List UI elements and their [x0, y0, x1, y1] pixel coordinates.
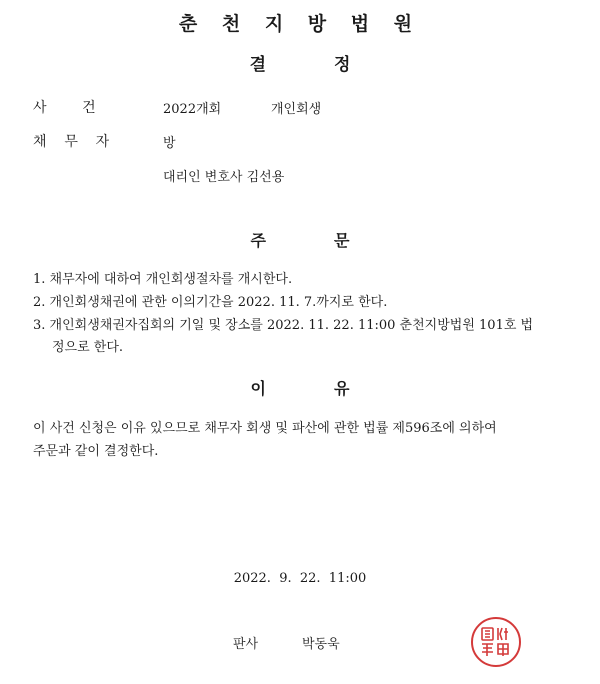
order-item-2: 2. 개인회생채권에 관한 이의기간을 2022. 11. 7.까지로 한다.	[33, 295, 388, 310]
debtor-label: 채 무 자	[33, 134, 110, 150]
debtor-name: 방	[163, 136, 176, 151]
reason-text-line-2: 주문과 같이 결정한다.	[33, 444, 159, 459]
judge-title: 판사	[233, 637, 259, 652]
document-title-left: 결	[249, 55, 266, 75]
order-item-3: 3. 개인회생채권자집회의 기일 및 장소를 2022. 11. 22. 11:00 춘천지방법원 101호 법	[33, 318, 534, 333]
document-title-right: 정	[334, 55, 351, 75]
judge-seal-stamp	[471, 617, 521, 667]
seal-mark-icon	[473, 619, 519, 665]
debtor-agent: 대리인 변호사 김선용	[163, 170, 285, 185]
order-heading-right: 문	[334, 231, 350, 250]
judge-name: 박동욱	[302, 637, 340, 652]
order-item-1: 1. 채무자에 대하여 개인회생절차를 개시한다.	[33, 272, 293, 287]
case-label: 사 건	[33, 100, 96, 116]
order-heading-left: 주	[250, 231, 266, 250]
reason-heading-right: 유	[334, 379, 350, 398]
court-name: 춘 천 지 방 법 원	[178, 13, 422, 35]
reason-heading	[0, 376, 600, 399]
order-heading	[0, 228, 600, 251]
document-title	[0, 50, 600, 75]
decision-date: 2022. 9. 22. 11:00	[233, 571, 367, 586]
reason-heading-left: 이	[250, 379, 266, 398]
case-name: 개인회생	[271, 102, 322, 117]
reason-text-line-1: 이 사건 신청은 이유 있으므로 채무자 회생 및 파산에 관한 법률 제596조에 의하여	[33, 421, 497, 436]
case-number: 2022개회	[163, 102, 222, 117]
order-item-3-continued: 정으로 한다.	[52, 340, 124, 355]
